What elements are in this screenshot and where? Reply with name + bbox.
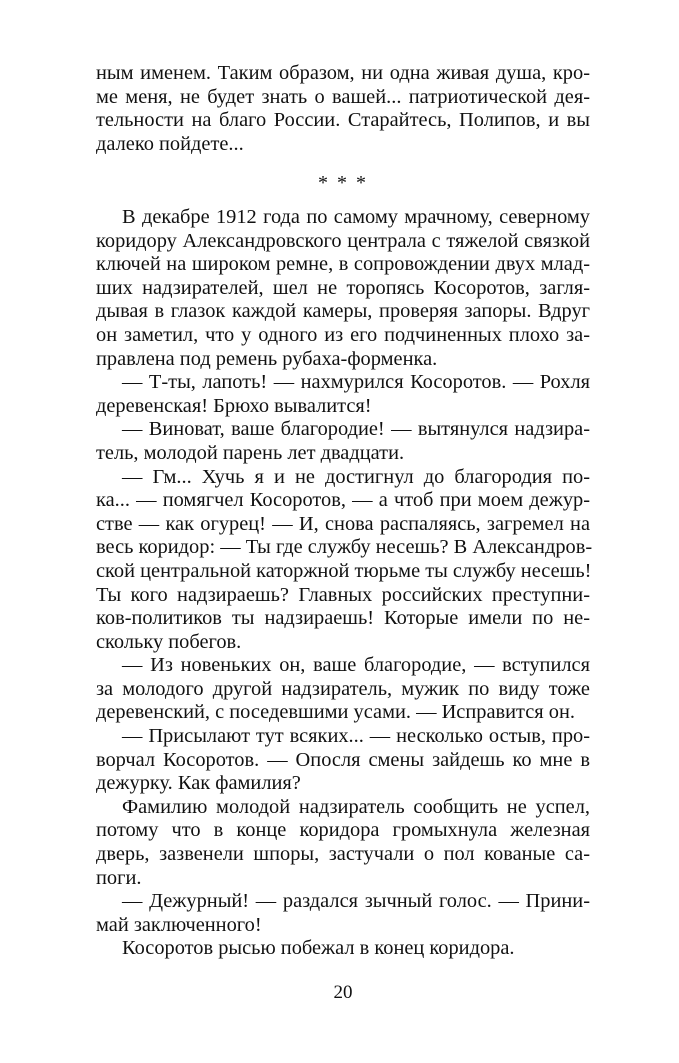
text-line: деревенская! Брюхо вывалится! (96, 394, 372, 417)
text-line: дверь, зазвенели шпоры, застучали о пол кованые са- (96, 843, 590, 866)
top-paragraph (96, 62, 590, 156)
text-line: — Виноват, ваше благородие! — вытянулся надзира- (122, 418, 590, 441)
text-line: дежурку. Как фамилия? (96, 772, 301, 795)
text-line: ской центральной каторжной тюрьме ты службу несешь! (96, 559, 592, 582)
text-line: скольку побегов. (96, 630, 242, 653)
text-line: ших надзирателей, шел не торопясь Косоротов, загля- (96, 276, 590, 299)
text-line: — Присылают тут всяких... — несколько остыв, про- (122, 725, 590, 748)
section-separator: * * * (318, 172, 368, 194)
text-line: правлена под ремень рубаха-форменка. (96, 347, 438, 370)
text-line: ков-политиков ты надзираешь! Которые имели по не- (96, 607, 590, 630)
text-line: деревенский, с поседевшими усами. — Исправится он. (96, 701, 575, 724)
text-line: он заметил, что у одного из его подчиненных плохо за- (96, 323, 590, 346)
text-line: за молодого другой надзиратель, мужик по виду тоже (96, 677, 590, 700)
text-line: Косоротов рысью побежал в конец коридора. (122, 937, 515, 960)
text-line: — Дежурный! — раздался зычный голос. — Прини- (122, 890, 590, 913)
text-line: — Т-ты, лапоть! — нахмурился Косоротов. — Рохля (122, 371, 590, 394)
text-line: ключей на широком ремне, в сопровождении двух млад- (96, 253, 590, 276)
text-line: В декабре 1912 года по самому мрачному, северному (122, 206, 590, 228)
text-line: — Из новеньких он, ваше благородие, — вступился (122, 654, 590, 677)
text-line: далеко пойдете... (96, 132, 244, 155)
text-line: Фамилию молодой надзиратель сообщить не успел, (122, 795, 590, 818)
text-line: тельности на благо России. Старайтесь, Полипов, и вы (96, 109, 590, 132)
text-line: — Гм... Хучь я и не достигнул до благородия по- (122, 465, 590, 488)
text-line: поги. (96, 866, 142, 889)
text-line: тель, молодой парень лет двадцати. (96, 441, 405, 464)
text-line: ме меня, не будет знать о вашей... патриотической дея- (96, 85, 590, 108)
text-line: весь коридор: — Ты где службу несешь? В Александров- (96, 536, 593, 559)
text-line: стве — как огурец! — И, снова распаляясь, загремел на (96, 512, 590, 535)
text-line: ка... — помягчел Косоротов, — а чтоб при моем дежур- (96, 489, 590, 512)
body-text (96, 206, 593, 961)
text-line: май заключенного! (96, 913, 262, 936)
page-number: 20 (333, 982, 353, 1003)
text-line: потому что в конце коридора громыхнула железная (96, 819, 590, 842)
text-line: коридору Александровского централа с тяжелой связкой (96, 229, 590, 252)
text-line: дывая в глазок каждой камеры, проверяя запоры. Вдруг (96, 300, 590, 323)
text-line: ным именем. Таким образом, ни одна живая душа, кро- (96, 62, 590, 84)
text-line: Ты кого надзираешь? Главных российских преступни- (96, 583, 590, 606)
text-line: ворчал Косоротов. — Опосля смены зайдешь ко мне в (96, 748, 590, 771)
